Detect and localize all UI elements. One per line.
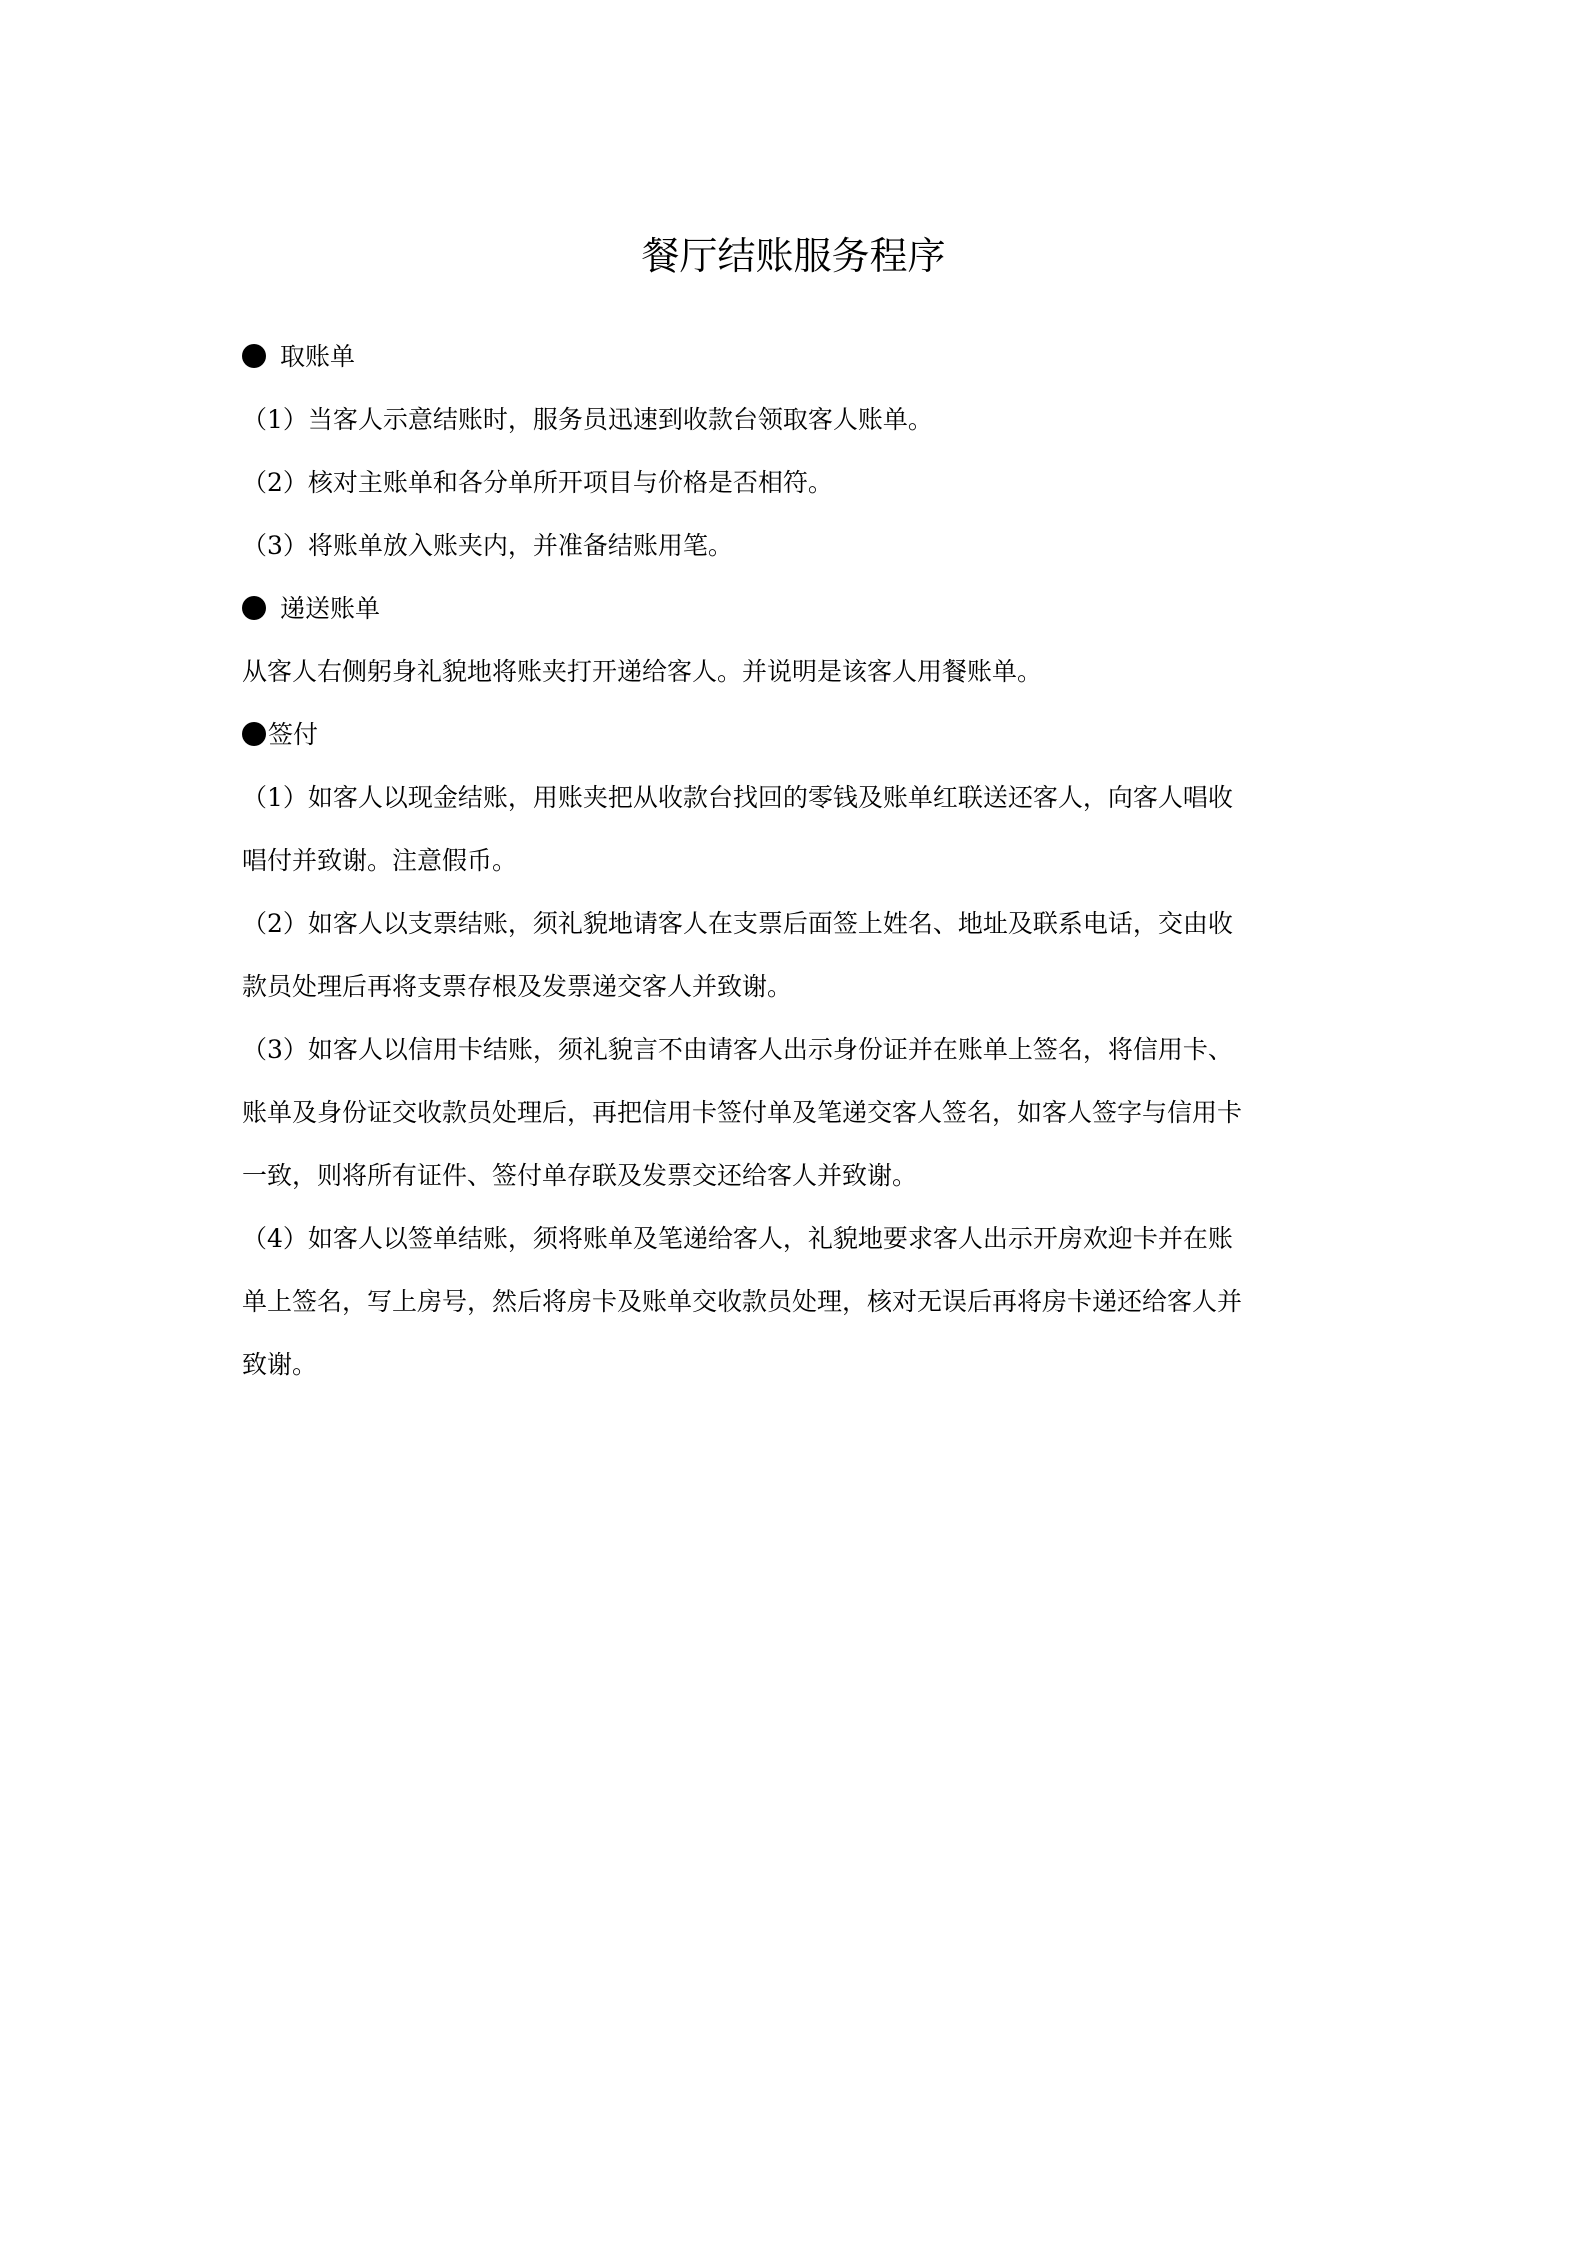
document-body <box>242 325 1354 1396</box>
section-heading-deliver-bill <box>242 577 1354 640</box>
page-title: 餐厅结账服务程序 <box>641 234 946 278</box>
paragraph-line: 一致，则将所有证件、签付单存联及发票交还给客人并致谢。 <box>242 1161 918 1190</box>
section-heading-payment <box>242 703 1354 766</box>
paragraph-line: 单上签名，写上房号，然后将房卡及账单交收款员处理，核对无误后再将房卡递还给客人并 <box>242 1287 1243 1316</box>
paragraph-line: （1）当客人示意结账时，服务员迅速到收款台领取客人账单。 <box>242 405 933 434</box>
paragraph-line: （2）如客人以支票结账，须礼貌地请客人在支票后面签上姓名、地址及联系电话，交由收 <box>242 909 1233 938</box>
paragraph-line: 款员处理后再将支票存根及发票递交客人并致谢。 <box>242 972 793 1001</box>
bullet-icon <box>242 344 266 368</box>
paragraph-line: 从客人右侧躬身礼貌地将账夹打开递给客人。并说明是该客人用餐账单。 <box>242 657 1043 686</box>
paragraph-line: （3）如客人以信用卡结账，须礼貌言不由请客人出示身份证并在账单上签名，将信用卡、 <box>242 1035 1233 1064</box>
heading-text: 递送账单 <box>280 594 381 623</box>
paragraph-line: （2）核对主账单和各分单所开项目与价格是否相符。 <box>242 468 833 497</box>
paragraph-line: （1）如客人以现金结账，用账夹把从收款台找回的零钱及账单红联送还客人，向客人唱收 <box>242 783 1233 812</box>
paragraph-line: 账单及身份证交收款员处理后，再把信用卡签付单及笔递交客人签名，如客人签字与信用卡 <box>242 1098 1243 1127</box>
paragraph-line: 致谢。 <box>242 1350 318 1379</box>
bullet-icon <box>242 596 266 620</box>
paragraph-line: 唱付并致谢。注意假币。 <box>242 846 518 875</box>
paragraph-line: （3）将账单放入账夹内，并准备结账用笔。 <box>242 531 733 560</box>
section-heading-take-bill <box>242 325 1354 388</box>
heading-text: 取账单 <box>280 342 356 371</box>
heading-text: 签付 <box>268 720 319 749</box>
paragraph-line: （4）如客人以签单结账，须将账单及笔递给客人，礼貌地要求客人出示开房欢迎卡并在账 <box>242 1224 1233 1253</box>
bullet-icon <box>242 722 266 746</box>
